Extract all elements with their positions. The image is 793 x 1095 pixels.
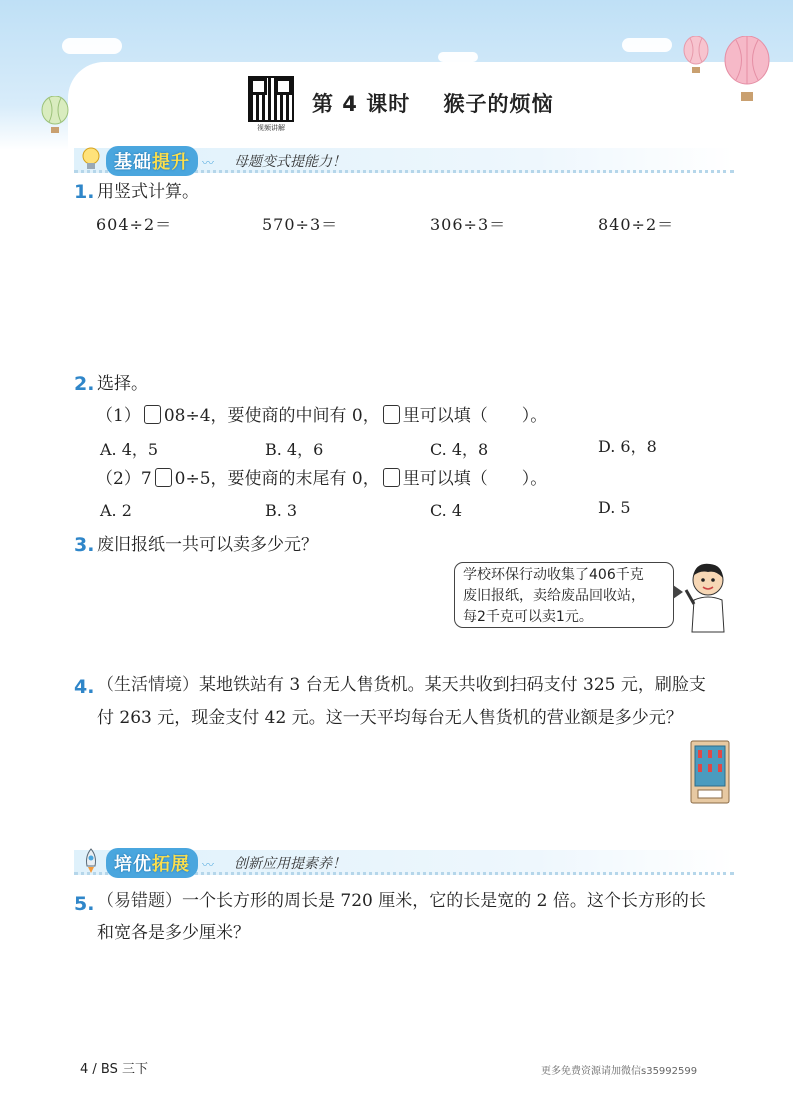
sub-question-body: 0÷5，要使商的末尾有 0， (174, 469, 380, 489)
answer-box[interactable] (383, 468, 400, 487)
section-banner-basic (74, 144, 734, 174)
question-number: 2. (74, 373, 95, 395)
section-label-b: 拓展 (152, 854, 190, 875)
question-number: 3. (74, 534, 95, 556)
wave-decoration: 〰 (202, 858, 215, 872)
hot-air-balloon-icon (682, 36, 710, 76)
option[interactable]: C. 4 (430, 501, 463, 520)
lightbulb-icon (80, 146, 102, 172)
cloud (438, 52, 478, 62)
question-tag: （生活情境） (97, 675, 199, 695)
section-label-a: 基础 (114, 152, 152, 173)
sub-question-prefix: （2）7 (96, 469, 152, 489)
hot-air-balloon-icon (40, 96, 70, 136)
sub-question-2 (96, 464, 547, 494)
sub-question-body: 08÷4，要使商的中间有 0， (163, 406, 380, 426)
sub-question-tail: 里可以填（ ）。 (402, 469, 548, 489)
question-number: 4. (74, 676, 95, 698)
question-line (97, 670, 706, 700)
vending-machine-icon (690, 740, 730, 804)
question-number: 5. (74, 893, 95, 915)
question-text: 选择。 (97, 374, 148, 394)
option[interactable]: B. 4，6 (265, 440, 324, 459)
page-title: 第 4 课时 猴子的烦恼 (312, 92, 554, 116)
hot-air-balloon-icon (722, 36, 772, 104)
rocket-icon (80, 848, 102, 874)
option[interactable]: B. 3 (265, 501, 298, 520)
section-label (106, 146, 198, 176)
speech-line: 学校环保行动收集了406千克 (463, 567, 644, 583)
answer-box[interactable] (144, 405, 161, 424)
section-label-b: 提升 (152, 152, 190, 173)
calc-item: 570÷3＝ (262, 215, 339, 234)
section-label-a: 培优 (114, 854, 152, 875)
question-line: 和宽各是多少厘米？ (97, 923, 250, 943)
question-line (97, 886, 706, 916)
question-tag: （易错题） (97, 891, 182, 911)
sub-question-tail: 里可以填（ ）。 (402, 406, 548, 426)
question-line: 付 263 元，现金支付 42 元。这一天平均每台无人售货机的营业额是多少元？ (97, 708, 683, 728)
cloud (622, 38, 672, 52)
calc-item: 306÷3＝ (430, 215, 507, 234)
question-text: 用竖式计算。 (97, 182, 199, 202)
speech-line: 每2千克可以卖1元。 (463, 609, 593, 625)
speech-line: 废旧报纸，卖给废品回收站， (463, 588, 645, 604)
answer-box[interactable] (383, 405, 400, 424)
section-tagline: 创新应用提素养！ (234, 856, 346, 872)
question-text: 废旧报纸一共可以卖多少元？ (97, 535, 318, 555)
question-text: 某地铁站有 3 台无人售货机。某天共收到扫码支付 325 元，刷脸支 (199, 675, 706, 695)
cloud (62, 38, 122, 54)
sub-question-1 (96, 401, 547, 431)
option[interactable]: D. 6，8 (598, 437, 657, 456)
qr-code[interactable] (248, 76, 294, 122)
boy-character-icon (682, 560, 732, 634)
page-number: 4 / BS 三下 (80, 1062, 148, 1077)
option[interactable]: C. 4，8 (430, 440, 489, 459)
question-text: 一个长方形的周长是 720 厘米，它的长是宽的 2 倍。这个长方形的长 (182, 891, 706, 911)
question-number: 1. (74, 181, 95, 203)
option[interactable]: A. 2 (100, 501, 132, 520)
section-tagline: 母题变式提能力！ (234, 154, 346, 170)
option[interactable]: D. 5 (598, 498, 631, 517)
wave-decoration: 〰 (202, 156, 215, 170)
calc-item: 840÷2＝ (598, 215, 675, 234)
calc-item: 604÷2＝ (96, 215, 173, 234)
qr-caption: 视频讲解 (257, 124, 285, 132)
option[interactable]: A. 4，5 (100, 440, 159, 459)
speech-bubble (454, 562, 674, 628)
sub-question-prefix: （1） (96, 406, 141, 426)
footer-note: 更多免费资源请加微信s35992599 (541, 1066, 698, 1077)
answer-box[interactable] (155, 468, 172, 487)
section-label (106, 848, 198, 878)
section-banner-advanced (74, 846, 734, 876)
